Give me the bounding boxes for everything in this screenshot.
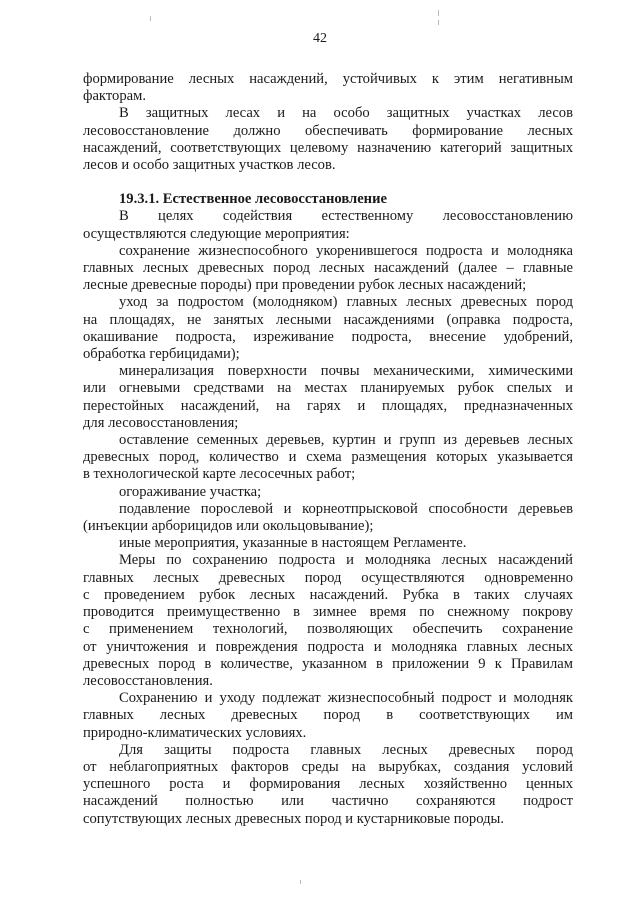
text-line: окашивание подроста, изреживание подроста, внесение удобрений, <box>83 328 573 345</box>
list-item-other-measures <box>83 535 573 552</box>
text-line: В защитных лесах и на особо защитных участках лесов <box>119 105 573 122</box>
text-line: от неблагоприятных факторов среды на вырубках, создания условий <box>83 758 573 775</box>
list-item-preservation <box>83 243 573 295</box>
paragraph-preservation-measures <box>83 552 573 690</box>
list-item-care <box>83 294 573 363</box>
text-line: обработка гербицидами); <box>83 346 240 363</box>
paragraph-undergrowth-protection <box>83 742 573 828</box>
text-line: древесных пород в количестве, указанном в приложении 9 к Правилам <box>83 655 573 672</box>
text-line: с проведением рубок лесных насаждений. Рубка в таких случаях <box>83 586 573 603</box>
text-line: сохранение жизнеспособного укоренившегося подроста и молодняка <box>119 242 573 259</box>
text-line: природно-климатических условиях. <box>83 724 307 741</box>
text-line: лесовосстановление должно обеспечивать формирование лесных <box>83 122 573 139</box>
text-line: перестойных насаждений, на гарях и площадях, предназначенных <box>83 397 573 414</box>
text-line: Для защиты подроста главных лесных древесных пород <box>119 741 573 758</box>
document-body <box>83 71 573 828</box>
text-line: для лесовосстановления; <box>83 414 239 431</box>
text-line: с применением технологий, позволяющих обеспечить сохранение <box>83 621 573 638</box>
text-line: подавление порослевой и корнеотпрысковой способности деревьев <box>119 500 573 517</box>
text-line: сопутствующих лесных древесных пород и кустарниковые породы. <box>83 810 504 827</box>
text-line: факторам. <box>83 88 146 105</box>
list-item-mineralization <box>83 363 573 432</box>
text-line: лесовосстановления. <box>83 672 213 689</box>
scan-mark <box>150 16 151 21</box>
paragraph-measures-intro <box>83 208 573 242</box>
text-line: главных лесных древесных пород в соответствующих им <box>83 707 573 724</box>
text-line: формирование лесных насаждений, устойчивых к этим негативным <box>83 71 573 87</box>
section-heading <box>83 191 573 208</box>
list-item-fencing <box>83 484 573 501</box>
text-line: (инъекции арборицидов или окольцовывание); <box>83 518 374 535</box>
text-line: минерализация поверхности почвы механическими, химическими <box>119 363 573 380</box>
paragraph-continuation <box>83 71 573 105</box>
text-line: Сохранению и уходу подлежат жизнеспособный подрост и молодняк <box>119 690 573 707</box>
text-line: лесные древесные породы) при проведении рубок лесных насаждений; <box>83 277 527 294</box>
text-line: в технологической карте лесосечных работ; <box>83 466 356 483</box>
paragraph-care-subject <box>83 690 573 742</box>
text-line: Меры по сохранению подроста и молодняка лесных насаждений <box>119 552 573 569</box>
page-number: 42 <box>313 31 327 46</box>
text-line: насаждений полностью или частично сохраняются подрост <box>83 793 573 810</box>
text-line: древесных пород, количество и схема размещения которых указывается <box>83 449 573 466</box>
list-item-suppression <box>83 501 573 535</box>
text-line: успешного роста и формирования лесных хозяйственно ценных <box>83 776 573 793</box>
scan-mark <box>438 20 439 25</box>
text-line: главных лесных древесных пород лесных насаждений (далее – главные <box>83 260 573 277</box>
scan-mark <box>300 880 301 884</box>
list-item-seed-trees <box>83 432 573 484</box>
text-line: осуществляются следующие мероприятия: <box>83 225 350 242</box>
text-line: от уничтожения и повреждения подроста и молодняка главных лесных <box>83 638 573 655</box>
text-line: главных лесных древесных пород осуществляются одновременно <box>83 569 573 586</box>
text-line: В целях содействия естественному лесовосстановлению <box>119 208 573 225</box>
section-title: 19.3.1. Естественное лесовосстановление <box>119 191 387 208</box>
scan-mark <box>438 10 439 16</box>
text-line: насаждений, соответствующих целевому назначению категорий защитных <box>83 139 573 156</box>
text-line: на площадях, не занятых лесными насаждениями (оправка подроста, <box>83 311 573 328</box>
text-line: проводится преимущественно в зимнее время по снежному покрову <box>83 604 573 621</box>
text-line: огораживание участка; <box>119 483 262 500</box>
paragraph-protective-forests <box>83 105 573 174</box>
text-line: уход за подростом (молодняком) главных лесных древесных пород <box>119 294 573 311</box>
text-line: оставление семенных деревьев, куртин и групп из деревьев лесных <box>119 432 573 449</box>
text-line: или огневыми средствами на местах планируемых рубок спелых и <box>83 380 573 397</box>
text-line: иные мероприятия, указанные в настоящем Регламенте. <box>119 535 467 552</box>
text-line: лесов и особо защитных участков лесов. <box>83 157 336 174</box>
